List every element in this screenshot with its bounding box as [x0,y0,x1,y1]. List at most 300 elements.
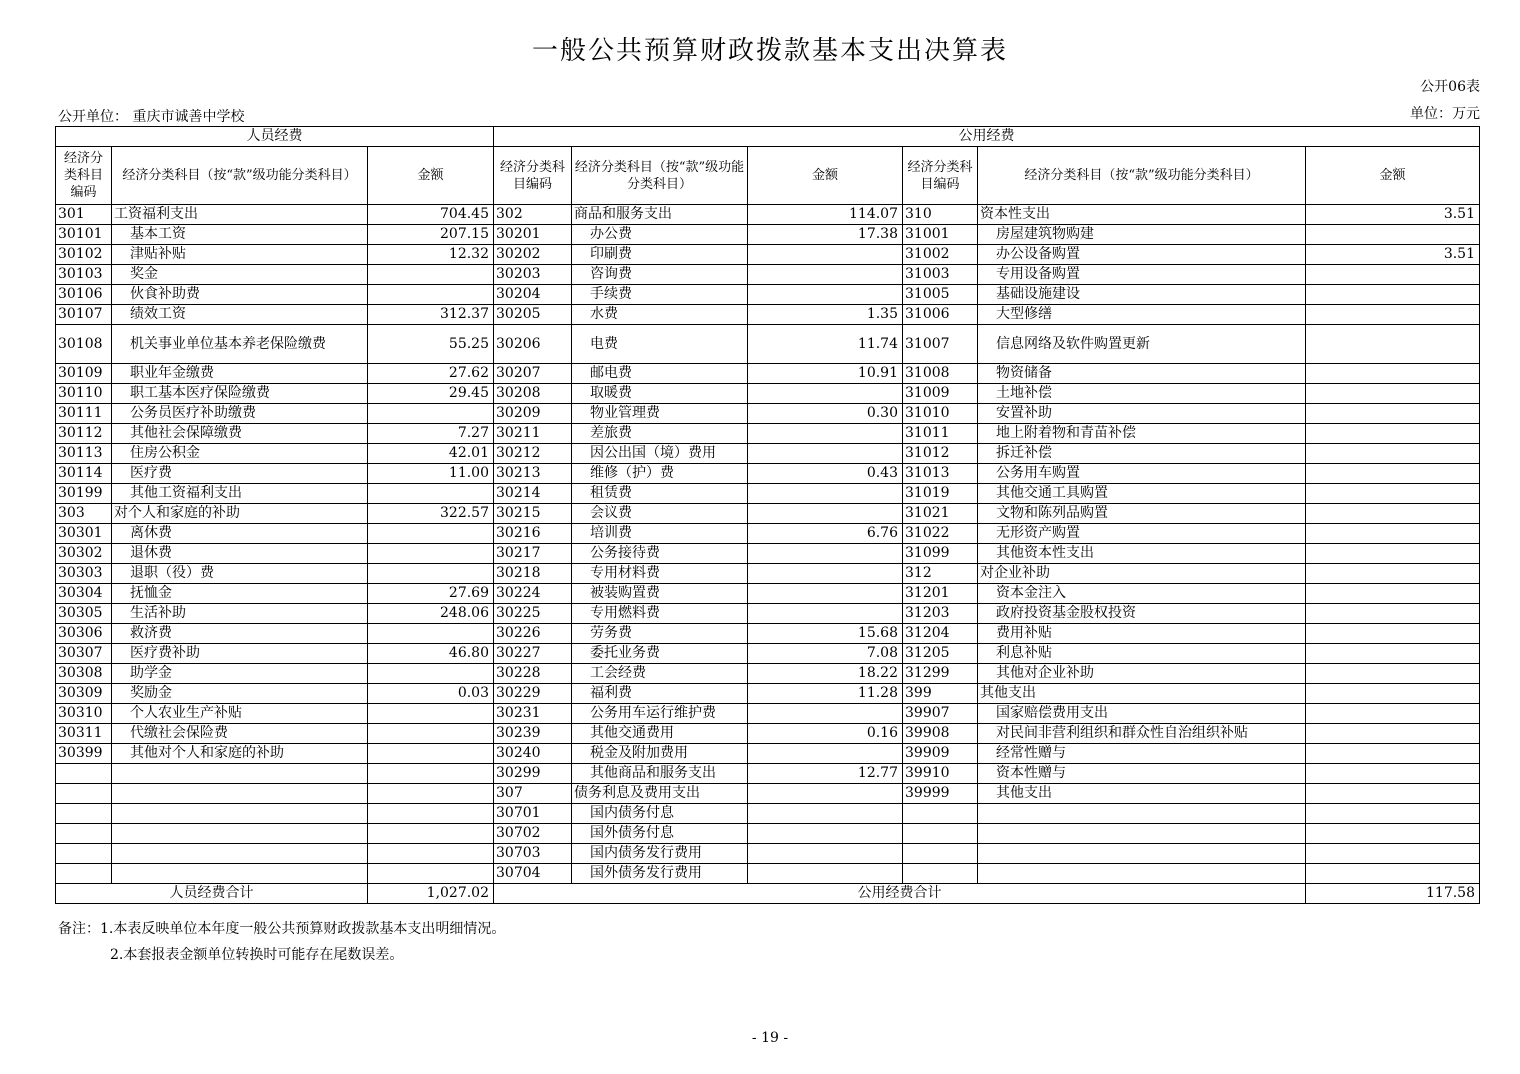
section-public: 公用经费 [494,127,1480,147]
code-cell: 31013 [903,464,978,484]
code-cell: 31019 [903,484,978,504]
amount-cell [1306,285,1480,305]
code-cell: 31099 [903,544,978,564]
amount-cell [748,384,903,404]
name-cell: 土地补偿 [978,384,1306,404]
name-cell: 对企业补助 [978,564,1306,584]
code-cell: 39910 [903,764,978,784]
name-cell: 其他工资福利支出 [112,484,368,504]
amount-cell: 0.16 [748,724,903,744]
code-cell [56,864,112,884]
table-row [56,364,1480,384]
table-row [56,265,1480,285]
code-cell: 30239 [494,724,572,744]
code-cell: 30208 [494,384,572,404]
name-cell: 费用补贴 [978,624,1306,644]
header-name: 经济分类科目（按“款”级功能分类科目） [978,147,1306,205]
table-row [56,225,1480,245]
name-cell: 差旅费 [572,424,748,444]
code-cell: 30212 [494,444,572,464]
table-row [56,664,1480,684]
name-cell: 咨询费 [572,265,748,285]
code-cell: 31299 [903,664,978,684]
amount-cell [1306,604,1480,624]
code-cell: 30226 [494,624,572,644]
report-title: 一般公共预算财政拨款基本支出决算表 [531,36,1008,66]
name-cell [112,844,368,864]
name-cell: 其他资本性支出 [978,544,1306,564]
name-cell: 会议费 [572,504,748,524]
amount-cell: 42.01 [368,444,494,464]
page-number: - 19 - [751,1030,789,1046]
amount-cell [748,844,903,864]
name-cell: 代缴社会保险费 [112,724,368,744]
table-row [56,484,1480,504]
code-cell: 30215 [494,504,572,524]
name-cell: 办公设备购置 [978,245,1306,265]
name-cell: 地上附着物和青苗补偿 [978,424,1306,444]
amount-cell [368,564,494,584]
amount-cell [1306,624,1480,644]
amount-cell [1306,444,1480,464]
name-cell: 救济费 [112,624,368,644]
code-cell: 30311 [56,724,112,744]
name-cell [112,864,368,884]
name-cell: 其他社会保障缴费 [112,424,368,444]
amount-cell [368,744,494,764]
table-row [56,544,1480,564]
table-row [56,404,1480,424]
amount-cell [368,285,494,305]
name-cell: 文物和陈列品购置 [978,504,1306,524]
table-row [56,285,1480,305]
code-cell: 30306 [56,624,112,644]
code-cell: 30201 [494,225,572,245]
name-cell: 安置补助 [978,404,1306,424]
amount-cell: 29.45 [368,384,494,404]
name-cell: 机关事业单位基本养老保险缴费 [112,325,368,364]
name-cell: 资本性赠与 [978,764,1306,784]
code-cell: 31001 [903,225,978,245]
amount-cell [748,504,903,524]
name-cell: 资本金注入 [978,584,1306,604]
amount-cell: 3.51 [1306,205,1480,225]
amount-cell [748,704,903,724]
amount-cell: 207.15 [368,225,494,245]
code-cell: 30303 [56,564,112,584]
amount-cell [368,804,494,824]
amount-cell [1306,325,1480,364]
totals-row [56,884,1480,904]
code-cell: 30302 [56,544,112,564]
name-cell: 因公出国（境）费用 [572,444,748,464]
name-cell: 其他交通工具购置 [978,484,1306,504]
personnel-total-label: 人员经费合计 [56,884,368,904]
name-cell: 维修（护）费 [572,464,748,484]
name-cell: 奖金 [112,265,368,285]
amount-cell [368,484,494,504]
name-cell: 大型修缮 [978,305,1306,325]
name-cell: 其他商品和服务支出 [572,764,748,784]
amount-cell: 11.74 [748,325,903,364]
code-cell: 31022 [903,524,978,544]
table-row [56,684,1480,704]
amount-cell [1306,564,1480,584]
code-cell: 30217 [494,544,572,564]
amount-cell [1306,804,1480,824]
header-amount: 金额 [1306,147,1480,205]
money-unit: 单位：万元 [1410,106,1480,122]
code-cell: 399 [903,684,978,704]
name-cell: 住房公积金 [112,444,368,464]
name-cell: 国内债务发行费用 [572,844,748,864]
header-amount: 金额 [368,147,494,205]
code-cell [56,784,112,804]
table-row [56,564,1480,584]
name-cell: 委托业务费 [572,644,748,664]
amount-cell [748,564,903,584]
name-cell: 工会经费 [572,664,748,684]
code-cell: 30299 [494,764,572,784]
name-cell: 基本工资 [112,225,368,245]
name-cell: 其他支出 [978,684,1306,704]
amount-cell [748,265,903,285]
header-code: 经济分类科目编码 [903,147,978,205]
amount-cell [368,864,494,884]
amount-cell [1306,644,1480,664]
name-cell: 培训费 [572,524,748,544]
name-cell: 租赁费 [572,484,748,504]
code-cell: 30702 [494,824,572,844]
name-cell: 生活补助 [112,604,368,624]
name-cell: 医疗费 [112,464,368,484]
code-cell: 30106 [56,285,112,305]
name-cell: 伙食补助费 [112,285,368,305]
name-cell: 手续费 [572,285,748,305]
code-cell: 31007 [903,325,978,364]
code-cell: 31009 [903,384,978,404]
code-cell: 31008 [903,364,978,384]
header-name: 经济分类科目（按“款”级功能分类科目） [112,147,368,205]
code-cell: 30109 [56,364,112,384]
code-cell: 30309 [56,684,112,704]
amount-cell [748,584,903,604]
name-cell: 专用燃料费 [572,604,748,624]
amount-cell: 17.38 [748,225,903,245]
name-cell: 取暖费 [572,384,748,404]
amount-cell [1306,484,1480,504]
section-personnel: 人员经费 [56,127,494,147]
code-cell: 31021 [903,504,978,524]
code-cell: 30209 [494,404,572,424]
table-row [56,444,1480,464]
amount-cell: 46.80 [368,644,494,664]
code-cell: 307 [494,784,572,804]
amount-cell [368,764,494,784]
code-cell: 30227 [494,644,572,664]
reporting-unit: 公开单位： 重庆市诚善中学校 [58,109,245,125]
code-cell: 30228 [494,664,572,684]
amount-cell [368,824,494,844]
amount-cell: 27.62 [368,364,494,384]
code-cell: 30231 [494,704,572,724]
amount-cell [748,285,903,305]
code-cell: 301 [56,205,112,225]
amount-cell: 0.43 [748,464,903,484]
code-cell [56,824,112,844]
name-cell: 经常性赠与 [978,744,1306,764]
amount-cell: 704.45 [368,205,494,225]
name-cell [978,844,1306,864]
code-cell: 30225 [494,604,572,624]
amount-cell: 12.32 [368,245,494,265]
amount-cell: 18.22 [748,664,903,684]
amount-cell: 7.08 [748,644,903,664]
table-row [56,724,1480,744]
code-cell: 30240 [494,744,572,764]
code-cell: 312 [903,564,978,584]
code-cell: 30229 [494,684,572,704]
code-cell: 30224 [494,584,572,604]
amount-cell: 11.00 [368,464,494,484]
amount-cell: 0.03 [368,684,494,704]
name-cell: 对民间非营利组织和群众性自治组织补贴 [978,724,1306,744]
code-cell: 30107 [56,305,112,325]
table-row [56,305,1480,325]
name-cell [112,784,368,804]
amount-cell [1306,584,1480,604]
amount-cell: 248.06 [368,604,494,624]
header-name: 经济分类科目（按“款”级功能分类科目） [572,147,748,205]
code-cell [56,804,112,824]
amount-cell [748,804,903,824]
code-cell: 30399 [56,744,112,764]
name-cell: 其他对个人和家庭的补助 [112,744,368,764]
name-cell: 房屋建筑物购建 [978,225,1306,245]
amount-cell [748,484,903,504]
table-row [56,205,1480,225]
name-cell: 公务员医疗补助缴费 [112,404,368,424]
table-row [56,604,1480,624]
code-cell: 31201 [903,584,978,604]
name-cell: 邮电费 [572,364,748,384]
table-row [56,764,1480,784]
name-cell [978,804,1306,824]
table-row [56,744,1480,764]
name-cell: 被装购置费 [572,584,748,604]
code-cell: 31003 [903,265,978,285]
amount-cell: 27.69 [368,584,494,604]
name-cell: 医疗费补助 [112,644,368,664]
amount-cell: 7.27 [368,424,494,444]
amount-cell: 55.25 [368,325,494,364]
note-line-1: 备注：1.本表反映单位本年度一般公共预算财政拨款基本支出明细情况。 [58,921,506,937]
note-line-2: 2.本套报表金额单位转换时可能存在尾数误差。 [110,947,404,963]
expenditure-table [55,126,1480,904]
amount-cell: 114.07 [748,205,903,225]
name-cell: 其他支出 [978,784,1306,804]
name-cell: 其他对企业补助 [978,664,1306,684]
amount-cell [1306,524,1480,544]
name-cell [112,824,368,844]
code-cell: 30704 [494,864,572,884]
code-cell: 303 [56,504,112,524]
code-cell: 30218 [494,564,572,584]
amount-cell [368,544,494,564]
amount-cell: 10.91 [748,364,903,384]
amount-cell [1306,824,1480,844]
code-cell: 31006 [903,305,978,325]
name-cell: 水费 [572,305,748,325]
name-cell: 无形资产购置 [978,524,1306,544]
name-cell: 福利费 [572,684,748,704]
name-cell: 离休费 [112,524,368,544]
section-header-row [56,127,1480,147]
table-row [56,384,1480,404]
table-row [56,624,1480,644]
code-cell: 31204 [903,624,978,644]
amount-cell [748,744,903,764]
code-cell: 30110 [56,384,112,404]
table-row [56,325,1480,364]
code-cell: 30103 [56,265,112,285]
name-cell: 物业管理费 [572,404,748,424]
code-cell: 30202 [494,245,572,265]
amount-cell [748,864,903,884]
name-cell: 退休费 [112,544,368,564]
name-cell: 奖励金 [112,684,368,704]
name-cell: 绩效工资 [112,305,368,325]
code-cell [56,764,112,784]
code-cell: 31010 [903,404,978,424]
amount-cell: 322.57 [368,504,494,524]
amount-cell [368,844,494,864]
name-cell: 专用材料费 [572,564,748,584]
amount-cell [748,245,903,265]
public-total-label: 公用经费合计 [494,884,1306,904]
amount-cell [1306,764,1480,784]
code-cell: 30308 [56,664,112,684]
name-cell: 债务利息及费用支出 [572,784,748,804]
amount-cell [1306,724,1480,744]
amount-cell [748,784,903,804]
amount-cell [368,704,494,724]
code-cell: 30199 [56,484,112,504]
table-row [56,464,1480,484]
code-cell: 30214 [494,484,572,504]
amount-cell [1306,744,1480,764]
name-cell: 信息网络及软件购置更新 [978,325,1306,364]
name-cell: 公务用车运行维护费 [572,704,748,724]
table-row [56,864,1480,884]
amount-cell [368,265,494,285]
table-row [56,704,1480,724]
code-cell [903,804,978,824]
name-cell: 职业年金缴费 [112,364,368,384]
amount-cell: 1.35 [748,305,903,325]
code-cell: 30213 [494,464,572,484]
table-row [56,644,1480,664]
code-cell [903,844,978,864]
name-cell: 基础设施建设 [978,285,1306,305]
amount-cell: 11.28 [748,684,903,704]
code-cell: 31012 [903,444,978,464]
amount-cell [1306,864,1480,884]
code-cell: 30101 [56,225,112,245]
name-cell: 公务用车购置 [978,464,1306,484]
name-cell: 物资储备 [978,364,1306,384]
name-cell: 印刷费 [572,245,748,265]
name-cell: 国外债务发行费用 [572,864,748,884]
code-cell: 30111 [56,404,112,424]
amount-cell: 15.68 [748,624,903,644]
amount-cell [368,624,494,644]
name-cell: 拆迁补偿 [978,444,1306,464]
code-cell: 30301 [56,524,112,544]
table-row [56,504,1480,524]
amount-cell [1306,544,1480,564]
header-code: 经济分类科目编码 [56,147,112,205]
amount-cell [1306,305,1480,325]
code-cell: 30204 [494,285,572,305]
code-cell: 30102 [56,245,112,265]
code-cell [56,844,112,864]
amount-cell [748,824,903,844]
code-cell [903,824,978,844]
table-row [56,245,1480,265]
amount-cell [1306,664,1480,684]
name-cell: 退职（役）费 [112,564,368,584]
name-cell: 商品和服务支出 [572,205,748,225]
amount-cell [1306,464,1480,484]
name-cell: 助学金 [112,664,368,684]
table-row [56,524,1480,544]
code-cell: 30305 [56,604,112,624]
amount-cell: 6.76 [748,524,903,544]
code-cell: 31203 [903,604,978,624]
amount-cell [1306,784,1480,804]
amount-cell [1306,684,1480,704]
column-header-row [56,147,1480,205]
code-cell: 30114 [56,464,112,484]
table-row [56,804,1480,824]
name-cell: 国外债务付息 [572,824,748,844]
code-cell: 39907 [903,704,978,724]
amount-cell [368,784,494,804]
amount-cell [1306,265,1480,285]
code-cell: 39908 [903,724,978,744]
amount-cell [1306,364,1480,384]
name-cell: 劳务费 [572,624,748,644]
amount-cell: 0.30 [748,404,903,424]
table-row [56,424,1480,444]
name-cell [112,804,368,824]
name-cell: 工资福利支出 [112,205,368,225]
code-cell: 30211 [494,424,572,444]
code-cell: 30108 [56,325,112,364]
amount-cell: 3.51 [1306,245,1480,265]
code-cell: 31011 [903,424,978,444]
code-cell: 31002 [903,245,978,265]
code-cell: 30112 [56,424,112,444]
code-cell [903,864,978,884]
name-cell: 税金及附加费用 [572,744,748,764]
code-cell: 30206 [494,325,572,364]
name-cell: 个人农业生产补贴 [112,704,368,724]
code-cell: 302 [494,205,572,225]
code-cell: 30701 [494,804,572,824]
name-cell: 专用设备购置 [978,265,1306,285]
